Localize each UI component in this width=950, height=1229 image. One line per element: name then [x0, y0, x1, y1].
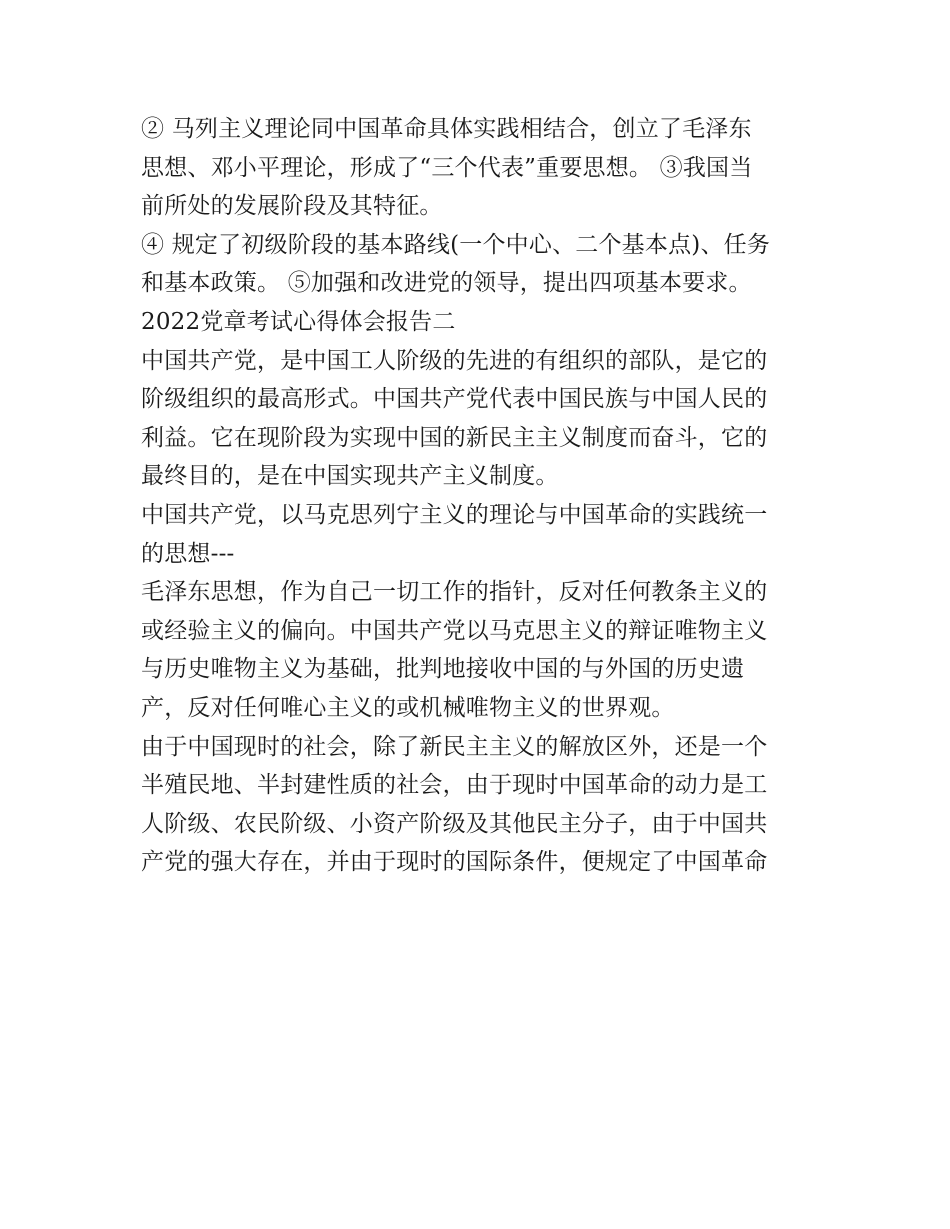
text-line: 阶级组织的最高形式。中国共产党代表中国民族与中国人民的: [141, 386, 768, 413]
paragraph-mao-thought: [141, 573, 821, 727]
paragraph-basic-line: [141, 226, 821, 303]
text-line: 思想、邓小平理论，形成了“三个代表”重要思想。 ③我国当: [141, 154, 753, 181]
text-line: 的思想---: [141, 540, 235, 567]
paragraph-party-definition: [141, 342, 821, 496]
paragraph-society: [141, 728, 821, 882]
text-line: ④ 规定了初级阶段的基本路线(一个中心、二个基本点)、任务: [141, 231, 771, 258]
document-page: [141, 110, 821, 882]
paragraph-guiding-thought: [141, 110, 821, 226]
text-line: 人阶级、农民阶级、小资产阶级及其他民主分子，由于中国共: [141, 810, 768, 837]
text-line: 和基本政策。 ⑤加强和改进党的领导，提出四项基本要求。: [141, 270, 752, 297]
text-line: 半殖民地、半封建性质的社会，由于现时中国革命的动力是工: [141, 772, 768, 799]
paragraph-theory: [141, 496, 821, 573]
text-line: 中国共产党，以马克思列宁主义的理论与中国革命的实践统一: [141, 501, 768, 528]
text-line: ② 马列主义理论同中国革命具体实践相结合，创立了毛泽东: [141, 116, 752, 142]
text-line: 产党的强大存在，并由于现时的国际条件，便规定了中国革命: [141, 849, 768, 876]
text-line: 或经验主义的偏向。中国共产党以马克思主义的辩证唯物主义: [141, 617, 768, 644]
text-line: 中国共产党，是中国工人阶级的先进的有组织的部队，是它的: [141, 347, 768, 374]
text-line: 毛泽东思想，作为自己一切工作的指针，反对任何教条主义的: [141, 579, 768, 606]
heading-text: 2022党章考试心得体会报告二: [141, 308, 456, 335]
section-heading: [141, 303, 821, 342]
text-line: 最终目的，是在中国实现共产主义制度。: [141, 463, 559, 490]
text-line: 与历史唯物主义为基础，批判地接收中国的与外国的历史遗: [141, 656, 745, 683]
text-line: 前所处的发展阶段及其特征。: [141, 193, 443, 220]
text-line: 产，反对任何唯心主义的或机械唯物主义的世界观。: [141, 694, 675, 721]
text-line: 利益。它在现阶段为实现中国的新民主主义制度而奋斗，它的: [141, 424, 768, 451]
text-line: 由于中国现时的社会，除了新民主主义的解放区外，还是一个: [141, 733, 768, 760]
